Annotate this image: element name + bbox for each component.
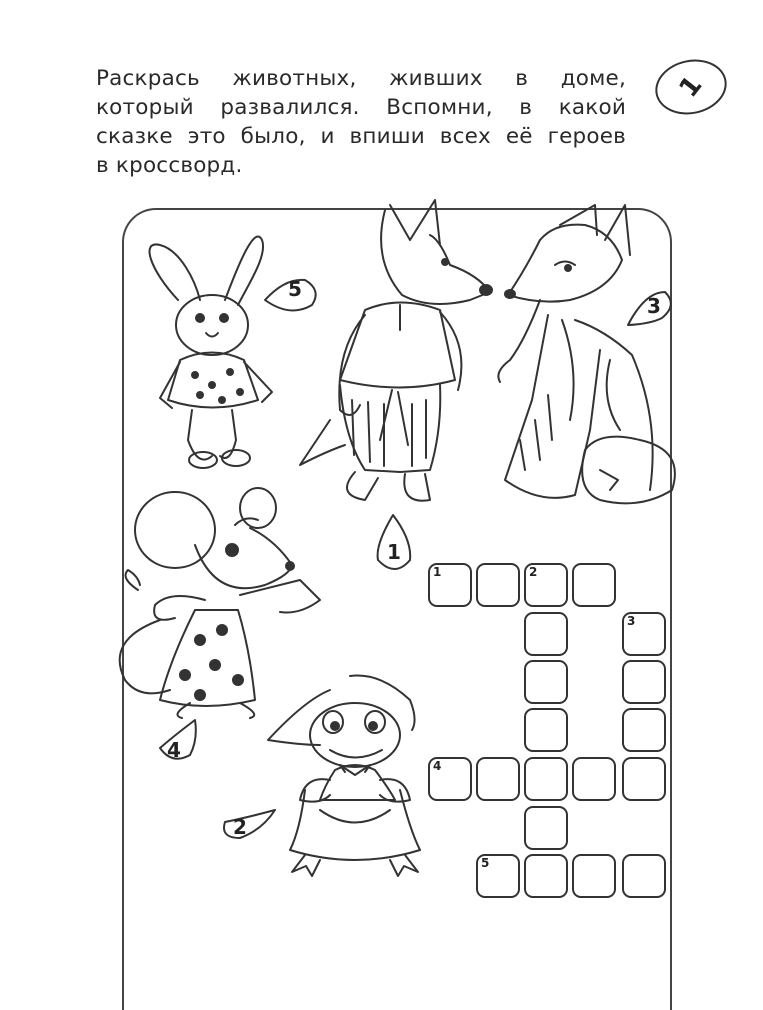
instruction-line-2: который развалился. Вспомни, в какой: [96, 95, 626, 120]
fox-illustration[interactable]: [498, 205, 675, 503]
clue-number: 2: [529, 565, 538, 579]
crossword-cell[interactable]: [524, 612, 568, 656]
crossword-cell[interactable]: [572, 854, 616, 898]
crossword-cell[interactable]: [622, 757, 666, 801]
mouse-illustration[interactable]: [120, 488, 320, 718]
instruction-line-1: Раскрась животных, живших в доме,: [96, 66, 626, 91]
crossword-cell[interactable]: [524, 854, 568, 898]
crossword-cell[interactable]: [572, 563, 616, 607]
frog-illustration[interactable]: [268, 676, 420, 877]
crossword-cell[interactable]: [476, 854, 520, 898]
crossword-cell[interactable]: [622, 612, 666, 656]
label-mouse: 4: [167, 738, 181, 762]
crossword-cell[interactable]: [622, 708, 666, 752]
crossword-cell[interactable]: [476, 757, 520, 801]
clue-number: 5: [481, 856, 490, 870]
crossword-cell[interactable]: [524, 806, 568, 850]
instruction-line-3: сказке это было, и впиши всех её героев: [96, 124, 626, 149]
crossword-cell[interactable]: [428, 757, 472, 801]
label-fox: 3: [647, 294, 661, 318]
label-hare: 5: [288, 277, 302, 301]
clue-number: 4: [433, 759, 442, 773]
crossword-cell[interactable]: [524, 708, 568, 752]
crossword-cell[interactable]: [572, 757, 616, 801]
crossword-cell[interactable]: [524, 660, 568, 704]
crossword-cell[interactable]: [428, 563, 472, 607]
wolf-illustration[interactable]: [300, 200, 492, 501]
clue-number: 3: [627, 614, 636, 628]
label-wolf: 1: [387, 540, 401, 564]
crossword-cell[interactable]: [524, 757, 568, 801]
crossword-cell[interactable]: [622, 854, 666, 898]
label-frog: 2: [233, 815, 247, 839]
instruction-line-4: в кроссворд.: [96, 153, 243, 178]
crossword-cell[interactable]: [524, 563, 568, 607]
crossword-cell[interactable]: [476, 563, 520, 607]
page-number: 1: [673, 70, 709, 104]
hare-illustration[interactable]: [150, 236, 272, 468]
clue-number: 1: [433, 565, 442, 579]
crossword-cell[interactable]: [622, 660, 666, 704]
